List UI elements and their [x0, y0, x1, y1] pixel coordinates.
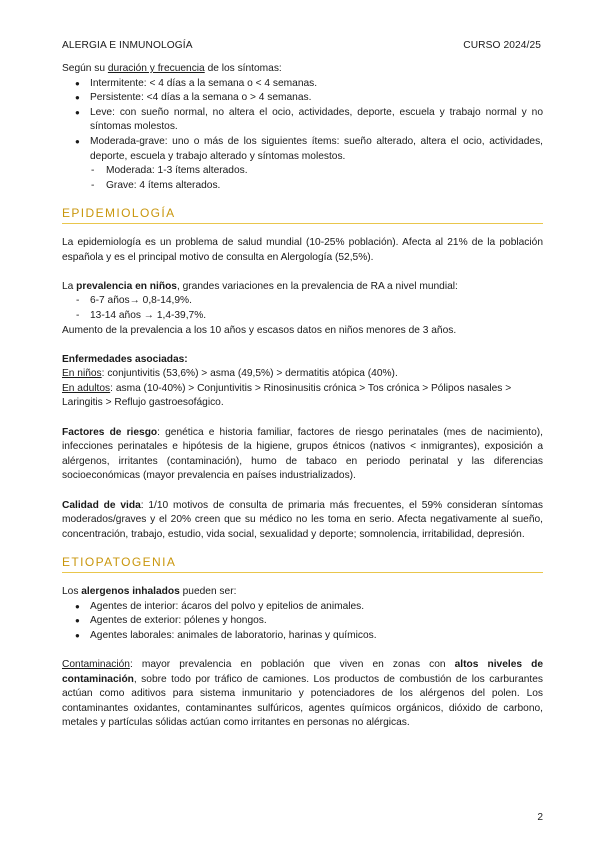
list-item: - Grave: 4 ítems alterados. — [106, 179, 543, 194]
page-content — [62, 62, 543, 731]
allergen-list — [62, 600, 543, 644]
list-item: ● Intermitente: < 4 días a la semana o < 4 semanas. — [90, 77, 543, 92]
intro-underlined: duración y frecuencia — [107, 63, 205, 74]
page-number: 2 — [537, 812, 543, 823]
list-item: - 6-7 años→ 0,8-14,9%. — [90, 294, 543, 309]
adults-associated: En adultos: asma (10-40%) > Conjuntivitis > Rinosinusitis crónica > Tos crónica > Pólipos nasales > Laringitis > Reflujo gastroesofágico. — [62, 382, 512, 409]
associated-diseases-title: Enfermedades asociadas: — [62, 353, 188, 365]
list-item: - 13-14 años → 1,4-39,7%. — [90, 309, 543, 324]
course-year: CURSO 2024/25 — [463, 40, 541, 51]
list-item: ● Leve: con sueño normal, no altera el ocio, actividades, deporte, escuela y trabajo normal y no síntomas molestos. — [90, 106, 543, 135]
course-subject: ALERGIA E INMUNOLOGÍA — [62, 40, 193, 51]
section-title-etiopatogenia: ETIOPATOGENIA — [62, 552, 543, 573]
epidemiology-paragraph: La epidemiología es un problema de salud mundial (10-25% población). Afecta al 21% de la población española y es el principal motivo de consulta en Alergología (52,5%). — [62, 236, 543, 263]
prevalence-line: La prevalencia en niños, grandes variaciones en la prevalencia de RA a nivel mundial: — [62, 280, 458, 292]
list-item: ● Agentes de exterior: pólenes y hongos. — [90, 614, 543, 629]
quality-of-life: Calidad de vida: 1/10 motivos de consulta de primaria más frecuentes, el 59% consideran síntomas moderados/graves y el 20% creen que su médico no les toma en serio. Afecta negativamente al sueño, concentración, trabajo, estudio, vida social, sexualidad y deporte; somnolencia, irritabilidad, depresión. — [62, 499, 543, 540]
prevalence-note: Aumento de la prevalencia a los 10 años y escasos datos en niños menores de 3 años. — [62, 324, 457, 336]
children-associated: En niños: conjuntivitis (53,6%) > asma (49,5%) > dermatitis atópica (40%). — [62, 368, 398, 380]
contamination-paragraph: Contaminación: mayor prevalencia en población que viven en zonas con altos niveles de contaminación, sobre todo por tráfico de camiones. Los productos de combustión de los carburantes actúan como aditivos para sistema inmunitario y potenciadores de los alérgenos del polen. Los contaminantes oxidantes, contaminantes sulfúricos, agentes químicos orgánicos, dióxido de carbono, metales y partículas sólidas actúan como irritantes en personas no alérgicas. — [62, 658, 544, 729]
risk-factors: Factores de riesgo: genética e historia familiar, factores de riesgo perinatales (mes de nacimiento), infecciones perinatales e hipótesis de la higiene, grupos étnicos (nativos < inmigrantes), exposición a alérgenos, irritantes (contaminación), humo de tabaco en periodo perinatal y las diferencias socioeconómicas (mayor prevalencia en países industrializados). — [62, 426, 544, 482]
page-header — [62, 40, 541, 54]
list-item: ● Agentes de interior: ácaros del polvo y epitelios de animales. — [90, 600, 543, 615]
age-prevalence-list — [62, 294, 543, 323]
list-item: - Moderada: 1-3 ítems alterados. — [106, 164, 543, 179]
list-item: ● Persistente: <4 días a la semana o > 4 semanas. — [90, 91, 543, 106]
section-title-epidemiologia: EPIDEMIOLOGÍA — [62, 203, 543, 224]
severity-list — [62, 77, 543, 165]
intro-line: Según su duración y frecuencia de los síntomas: — [62, 63, 282, 74]
list-item: ● Agentes laborales: animales de laboratorio, harinas y químicos. — [90, 629, 543, 644]
allergens-intro: Los alergenos inhalados pueden ser: — [62, 586, 237, 597]
list-item: ● Moderada-grave: uno o más de los siguientes ítems: sueño alterado, altera el ocio, actividades, deporte, escuela y trabajo alterado y síntomas molestos. — [90, 135, 543, 164]
severity-sublist — [62, 164, 543, 193]
